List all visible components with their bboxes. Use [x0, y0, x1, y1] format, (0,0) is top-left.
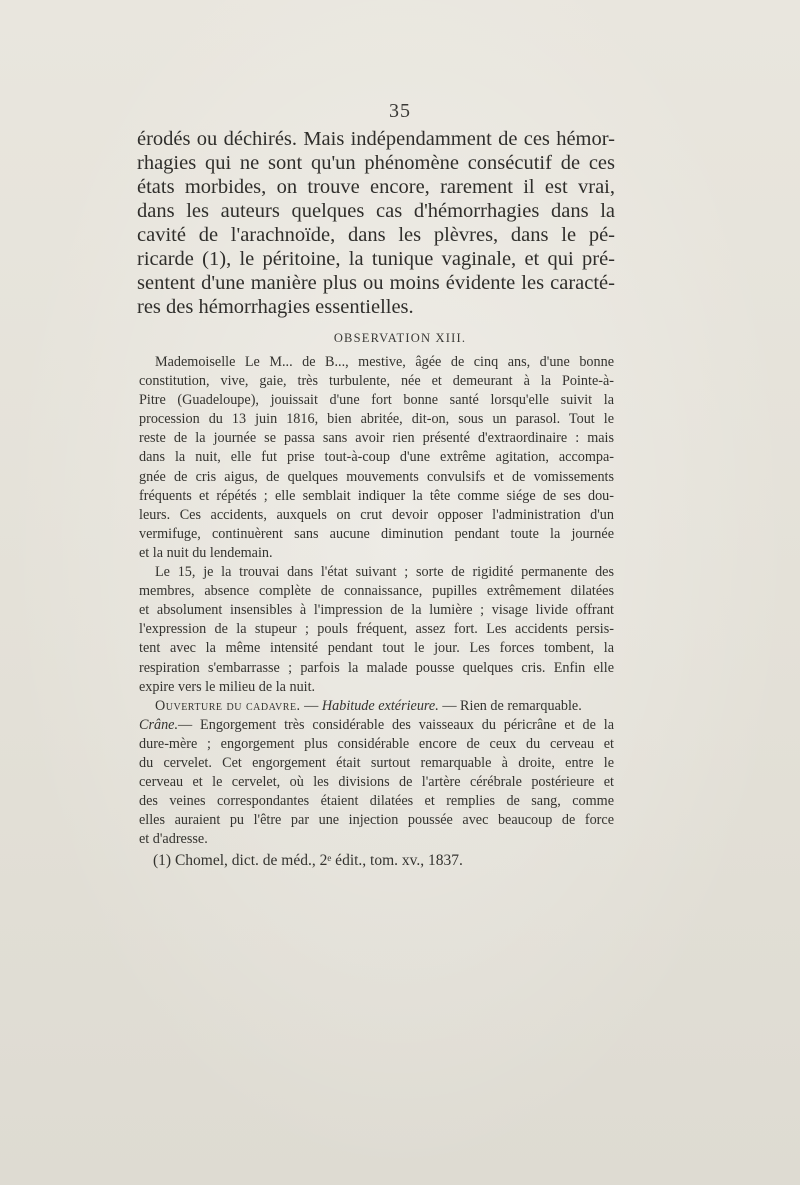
habitus-label: Habitude extérieure. [321, 697, 439, 714]
text-line: leurs. Ces accidents, auxquels on crut devoir opposer l'administration d'un [139, 506, 614, 523]
text-line: l'expression de la stupeur ; pouls fréquent, assez fort. Les accidents persis- [139, 621, 614, 638]
autopsy-heading-line [139, 697, 614, 716]
text-line: dans les auteurs quelques cas d'hémorrhagies dans la [137, 200, 615, 222]
main-paragraph [137, 127, 615, 319]
text-line: érodés ou déchirés. Mais indépendamment de ces hémor- [137, 128, 615, 150]
text-line: fréquents et répétés ; elle semblait indiquer la tête comme siége de ses dou- [139, 487, 614, 504]
text-line: dure-mère ; engorgement plus considérable encore de ceux du cerveau et [139, 735, 614, 752]
text-line: Mademoiselle Le M... de B..., mestive, âgée de cinq ans, d'une bonne [155, 354, 614, 370]
text-line: expire vers le milieu de la nuit. [139, 678, 316, 695]
text-line: ricarde (1), le péritoine, la tunique vaginale, et qui pré- [137, 248, 615, 270]
footnote: (1) Chomel, dict. de méd., 2ᵉ édit., tom. xv., 1837. [153, 852, 463, 869]
text-line: rhagies qui ne sont qu'un phénomène consécutif de ces [137, 152, 615, 174]
text-line: vermifuge, continuèrent sans aucune diminution pendant toute la journée [139, 525, 614, 542]
page-number: 35 [389, 100, 411, 122]
text-line: cavité de l'arachnoïde, dans les plèvres, dans le pé- [137, 224, 615, 246]
observation-paragraph-2 [139, 563, 614, 697]
text-line: du cervelet. Cet engorgement était surtout remarquable à droite, entre le [139, 754, 614, 771]
text-line: dans la nuit, elle fut prise tout-à-coup d'une extrême agitation, accompa- [139, 449, 614, 466]
observation-title: OBSERVATION XIII. [333, 331, 467, 345]
text-line: res des hémorrhagies essentielles. [137, 296, 414, 318]
text-line: et la nuit du lendemain. [139, 544, 273, 561]
text-line: états morbides, on trouve encore, rarement il est vrai, [137, 176, 615, 198]
text-line: cerveau et le cervelet, où les divisions de l'artère cérébrale postérieure et [139, 774, 614, 791]
habitus-text: — Rien de remarquable. [438, 697, 582, 714]
text-line: membres, absence complète de connaissance, pupilles extrêmement dilatées [139, 583, 614, 600]
text-line: Le 15, je la trouvai dans l'état suivant ; sorte de rigidité permanente des [155, 564, 614, 581]
text-line: respiration s'embarrasse ; parfois la malade pousse quelques cris. Enfin elle [139, 659, 614, 676]
text-line: reste de la journée se passa sans avoir rien présenté d'extraordinaire : mais [139, 430, 614, 447]
autopsy-paragraph [139, 697, 614, 850]
text-line: des veines correspondantes étaient dilatées et remplies de sang, comme [139, 793, 614, 810]
dash: — [300, 697, 322, 714]
text-line: elles auraient pu l'être par une injection poussée avec beaucoup de force [139, 812, 614, 829]
crane-label: Crâne. [139, 716, 179, 733]
autopsy-label: Ouverture du cadavre. [155, 697, 301, 714]
observation-paragraph-1 [139, 353, 614, 563]
crane-text: — Engorgement très considérable des vaisseaux du péricrâne et de la [178, 716, 614, 733]
text-line: Pitre (Guadeloupe), jouissait d'une fort bonne santé lorsqu'elle suivit la [139, 392, 614, 409]
text-line: et d'adresse. [139, 831, 208, 848]
crane-line [139, 716, 614, 735]
text-line: procession du 13 juin 1816, bien abritée, dit-on, sous un parasol. Tout le [139, 411, 614, 428]
text-line: constitution, vive, gaie, très turbulente, née et demeurant à la Pointe-à- [139, 373, 614, 390]
text-line: et absolument insensibles à l'impression de la lumière ; visage livide offrant [139, 602, 614, 619]
text-line: sentent d'une manière plus ou moins évidente les caracté- [137, 272, 615, 294]
text-line: tent avec la même intensité pendant tout le jour. Les forces tombent, la [139, 640, 614, 657]
observation-body [139, 353, 614, 849]
text-line: gnée de cris aigus, de quelques mouvements convulsifs et de vomissements [139, 468, 614, 485]
